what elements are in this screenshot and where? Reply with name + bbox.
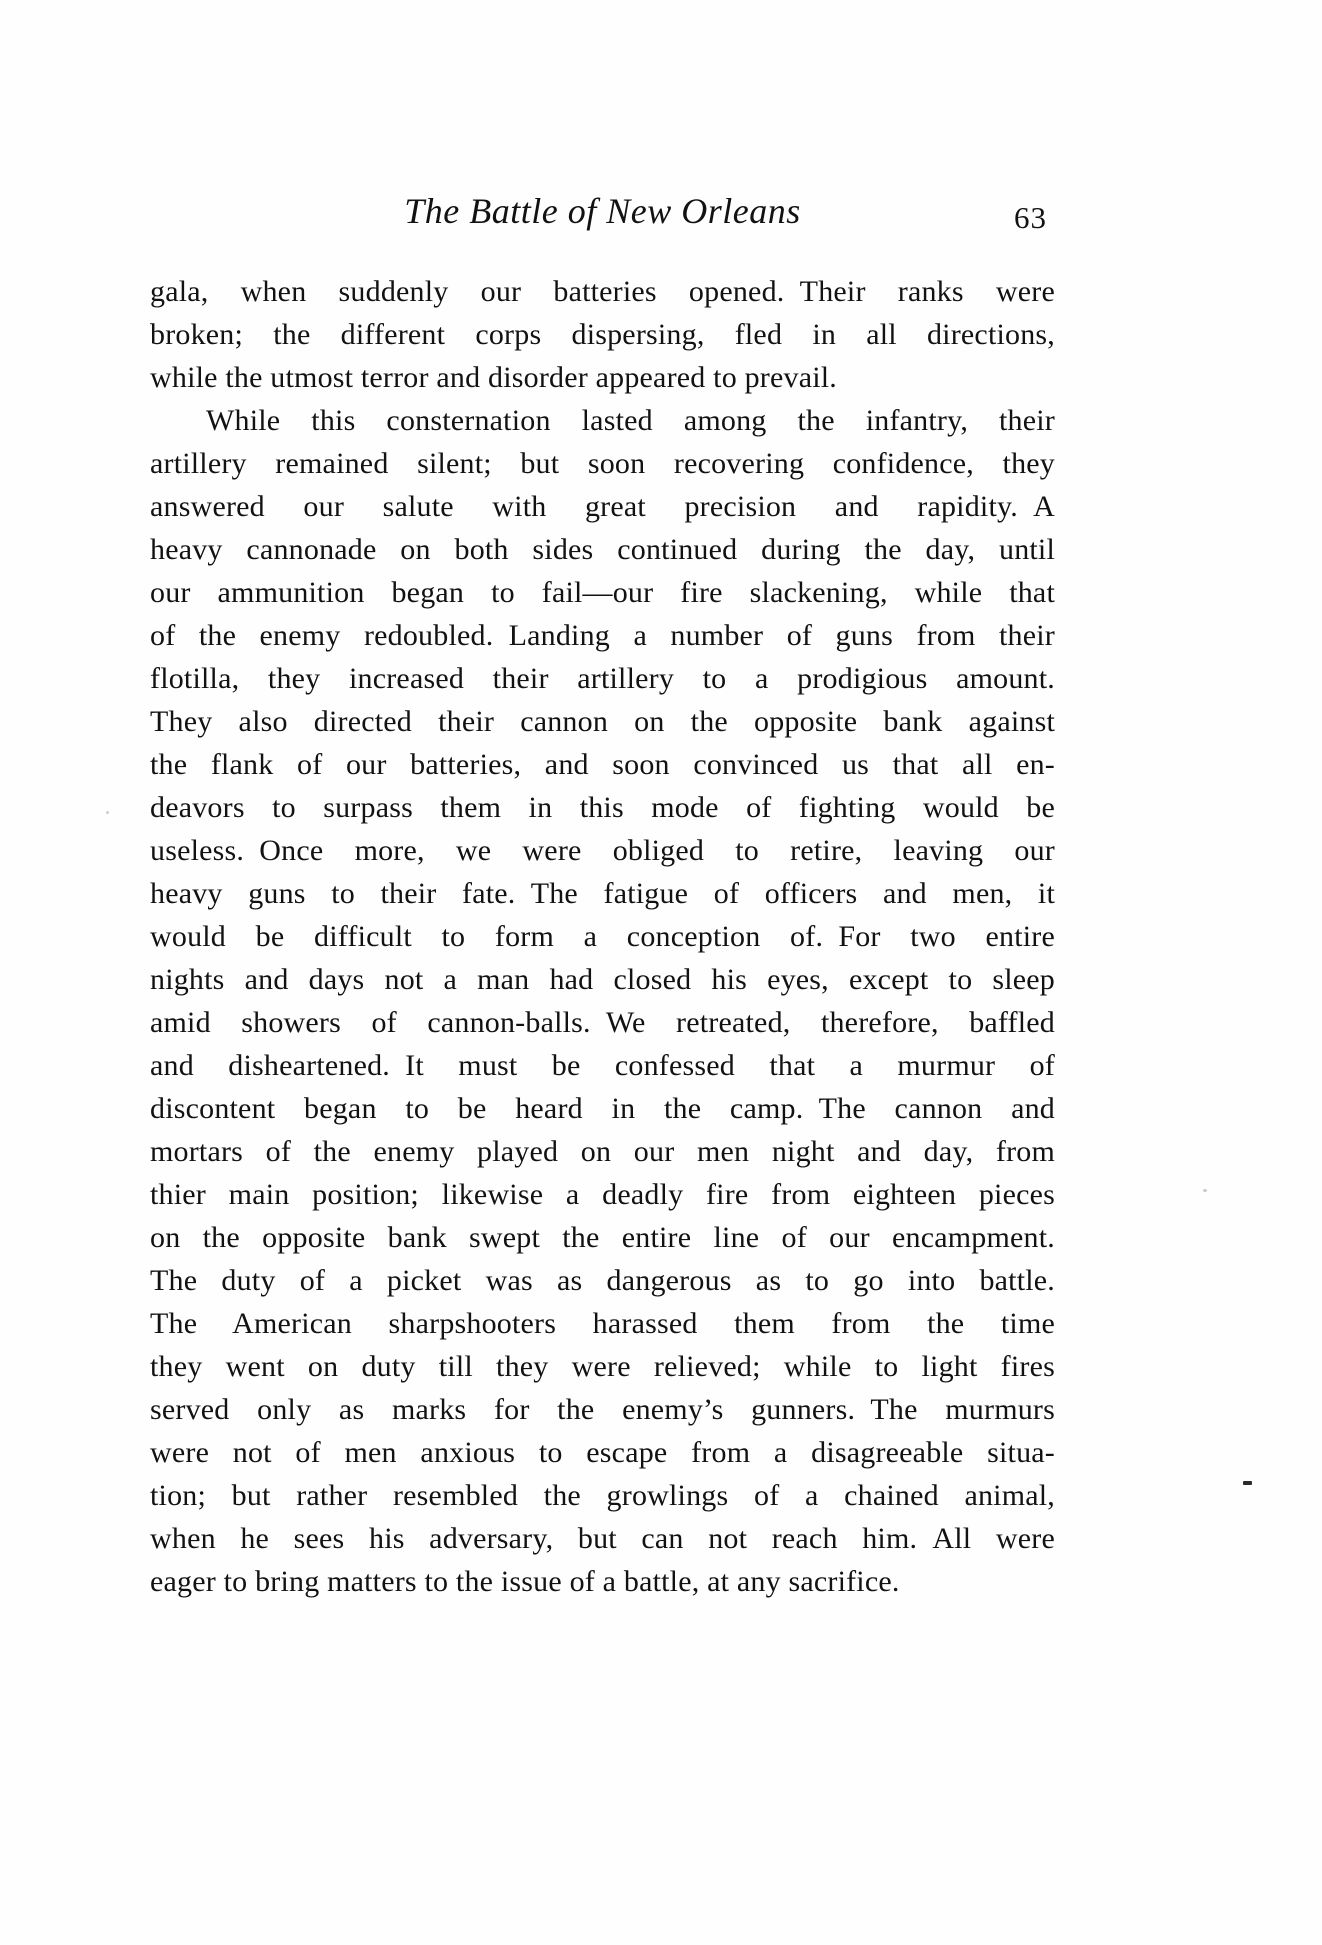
body-line: the flank of our batteries, and soon convinced us that all en- — [150, 748, 1055, 781]
body-line: answered our salute with great precision and rapidity. A — [150, 490, 1055, 523]
body-line: on the opposite bank swept the entire line of our encampment. — [150, 1221, 1055, 1254]
body-line: our ammunition began to fail—our fire slackening, while that — [150, 576, 1055, 609]
body-line: artillery remained silent; but soon recovering confidence, they — [150, 447, 1055, 480]
body-line: were not of men anxious to escape from a disagreeable situa- — [150, 1436, 1055, 1469]
body-line: useless. Once more, we were obliged to retire, leaving our — [150, 834, 1055, 867]
body-line: They also directed their cannon on the opposite bank against — [150, 705, 1055, 738]
scan-speck — [1243, 1481, 1252, 1485]
body-line: The American sharpshooters harassed them from the time — [150, 1307, 1055, 1340]
body-line: heavy guns to their fate. The fatigue of officers and men, it — [150, 877, 1055, 910]
body-line: discontent began to be heard in the camp. The cannon and — [150, 1092, 1055, 1125]
body-line paragraph-start: While this consternation lasted among the infantry, their — [206, 404, 1055, 437]
body-line: heavy cannonade on both sides continued during the day, until — [150, 533, 1055, 566]
body-line: nights and days not a man had closed his eyes, except to sleep — [150, 963, 1055, 996]
page-body — [150, 270, 1055, 1603]
body-line: mortars of the enemy played on our men night and day, from — [150, 1135, 1055, 1168]
body-line: thier main position; likewise a deadly fire from eighteen pieces — [150, 1178, 1055, 1211]
running-title: The Battle of New Orleans — [404, 191, 801, 231]
body-line: gala, when suddenly our batteries opened. Their ranks were — [150, 275, 1055, 308]
body-line: would be difficult to form a conception of. For two entire — [150, 920, 1055, 953]
page-number: 63 — [1014, 200, 1047, 235]
body-line: flotilla, they increased their artillery to a prodigious amount. — [150, 662, 1055, 695]
body-line: served only as marks for the enemy’s gunners. The murmurs — [150, 1393, 1055, 1426]
scan-speck — [106, 811, 109, 814]
page-header — [150, 188, 1055, 248]
body-line: tion; but rather resembled the growlings of a chained animal, — [150, 1479, 1055, 1512]
body-line: broken; the different corps dispersing, fled in all directions, — [150, 318, 1055, 351]
body-line: when he sees his adversary, but can not reach him. All were — [150, 1522, 1055, 1555]
body-line: deavors to surpass them in this mode of fighting would be — [150, 791, 1055, 824]
body-line: and disheartened. It must be confessed that a murmur of — [150, 1049, 1055, 1082]
body-line: they went on duty till they were relieved; while to light fires — [150, 1350, 1055, 1383]
body-line: of the enemy redoubled. Landing a number of guns from their — [150, 619, 1055, 652]
body-line: amid showers of cannon-balls. We retreated, therefore, baffled — [150, 1006, 1055, 1039]
body-line: while the utmost terror and disorder appeared to prevail. — [150, 361, 838, 394]
body-line: eager to bring matters to the issue of a battle, at any sacrifice. — [150, 1565, 900, 1598]
scan-speck — [1203, 1189, 1207, 1192]
body-line: The duty of a picket was as dangerous as to go into battle. — [150, 1264, 1055, 1297]
